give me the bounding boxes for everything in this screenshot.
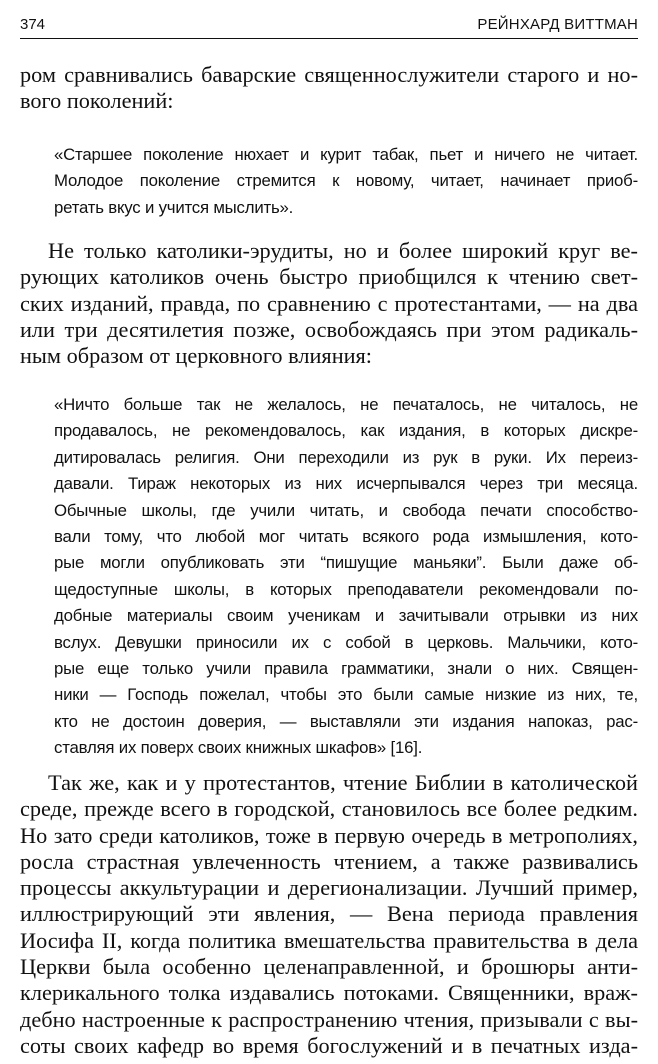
paragraph-2 xyxy=(20,238,638,369)
quote-line: Молодое поколение стремится к новому, читает, начинает приоб- xyxy=(54,171,638,191)
quote-line: ставляя их поверх своих книжных шкафов» [16]. xyxy=(54,738,423,758)
text-line: процессы аккультурации и дерегионализации. Лучший пример, xyxy=(20,875,638,901)
text-line: или три десятилетия позже, освобождаясь при этом радикаль- xyxy=(20,316,638,342)
quote-line: вали тому, что любой мог читать всякого рода измышления, кото- xyxy=(54,526,638,546)
quote-line: рые еще только учили правила грамматики, знали о них. Священ- xyxy=(54,658,638,678)
text-line: ских изданий, правда, по сравнению с протестантами, — на два xyxy=(20,290,638,316)
quote-line: кто не достоин доверия, — выставляли эти издания напоказ, рас- xyxy=(54,711,638,731)
quote-line: рые могли опубликовать эти “пишущие маньяки”. Были даже об- xyxy=(54,553,638,573)
quote-line: «Ничто больше так не желалось, не печаталось, не читалось, не xyxy=(54,395,638,414)
running-head-author: РЕЙНХАРД ВИТТМАН xyxy=(477,16,638,33)
text-line: ром сравнивались баварские священнослужители старого и но- xyxy=(20,62,638,87)
text-line: Но зато среди католиков, тоже в первую очередь в метрополиях, xyxy=(20,822,638,848)
quote-line: продавалось, не рекомендовалось, как издания, в которых дискре- xyxy=(54,421,638,441)
text-line: соты своих кафедр во время богослужений и в печатных изда- xyxy=(20,1032,638,1058)
text-line: вого поколений: xyxy=(20,88,174,114)
text-line: дебно настроенные к распространению чтения, призывали с вы- xyxy=(20,1006,638,1032)
block-quote-1 xyxy=(54,142,638,221)
text-line: Церкви была особенно целенаправленной, и брошюры анти- xyxy=(20,954,638,980)
quote-line: Обычные школы, где учили читать, и свобода печати способство- xyxy=(54,500,638,520)
running-header xyxy=(20,12,638,39)
quote-line: ники — Господь пожелал, чтобы это были самые низкие из них, те, xyxy=(54,685,638,705)
quote-line: вслух. Девушки приносили их с собой в церковь. Мальчики, кото- xyxy=(54,632,638,652)
text-line: Иосифа II, когда политика вмешательства правительства в дела xyxy=(20,927,638,953)
text-line: Так же, как и у протестантов, чтение Библии в католической xyxy=(48,770,638,795)
text-line: иллюстрирующий эти явления, — Вена периода правления xyxy=(20,901,638,927)
quote-line: «Старшее поколение нюхает и курит табак, пьет и ничего не читает. xyxy=(54,145,638,164)
text-line: Не только католики-эрудиты, но и более широкий круг ве- xyxy=(48,238,638,263)
quote-line: давали. Тираж некоторых из них исчерпывался через три месяца. xyxy=(54,474,638,494)
text-line: клерикального толка издавались потоками. Священники, враж- xyxy=(20,980,638,1006)
text-line: ным образом от церковного влияния: xyxy=(20,343,373,369)
quote-line: щедоступные школы, в которых преподаватели рекомендовали по- xyxy=(54,579,638,599)
quote-line: дитировалась религия. Они переходили из рук в руки. Их переиз- xyxy=(54,447,638,467)
quote-line: ретать вкус и учится мыслить». xyxy=(54,197,294,217)
page-number: 374 xyxy=(20,16,46,33)
quote-line: добные материалы своим ученикам и зачитывали отрывки из них xyxy=(54,606,638,626)
paragraph-3 xyxy=(20,770,638,1059)
text-line: росла страстная увлеченность чтением, а также развивались xyxy=(20,848,638,874)
text-line: рующих католиков очень быстро приобщился к чтению свет- xyxy=(20,264,638,290)
text-line: среде, прежде всего в городской, становилось все более редким. xyxy=(20,796,638,822)
paragraph-1 xyxy=(20,62,638,115)
block-quote-2 xyxy=(54,392,638,761)
